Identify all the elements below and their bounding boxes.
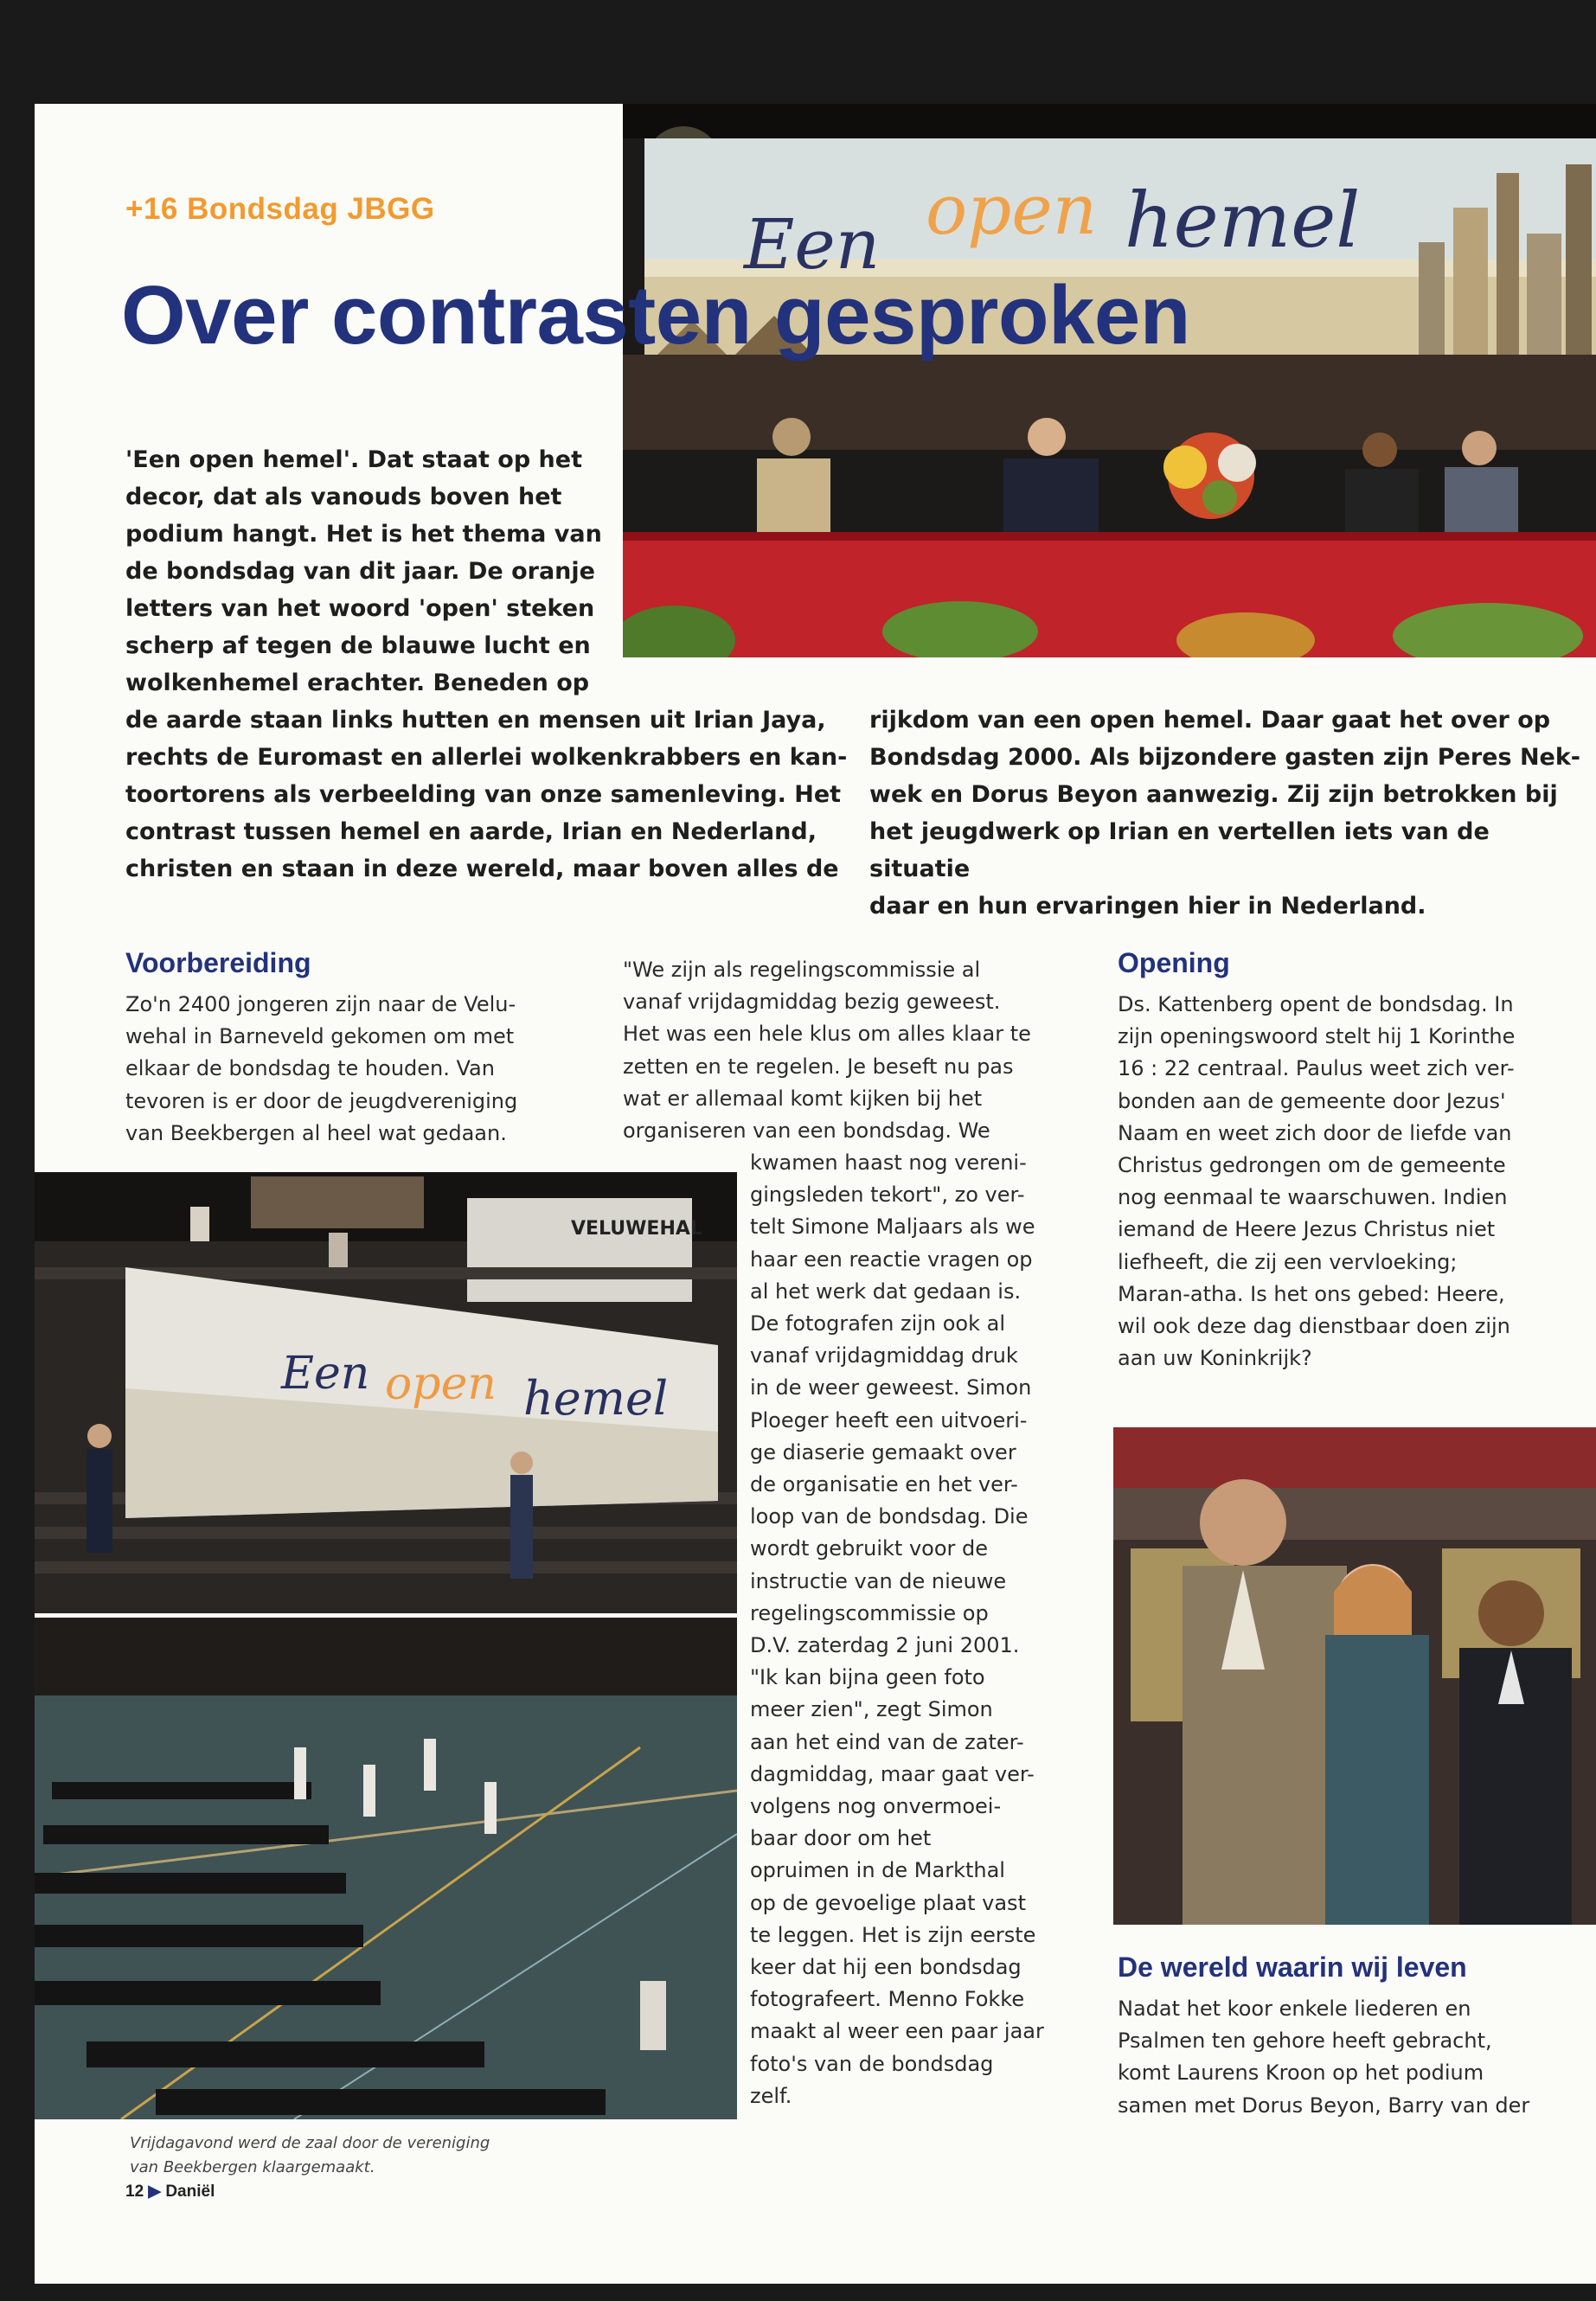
body-line: iemand de Heere Jezus Christus niet [1118,1217,1496,1242]
col3-text [1118,989,1589,1375]
body-line: meer zien", zegt Simon [750,1697,993,1722]
body-line: Nadat het koor enkele liederen en [1118,1997,1471,2021]
body-line: elkaar de bondsdag te houden. Van [125,1056,495,1081]
lead-line: wolkenhemel erachter. Beneden op [125,670,590,696]
body-line: zetten en te regelen. Je beseft nu pas [623,1054,1014,1079]
body-line: Naam en weet zich door de liefde van [1118,1120,1512,1145]
body-line: gingsleden tekort", zo ver- [750,1183,1025,1208]
section-kicker: +16 Bondsdag JBGG [125,192,435,226]
body-line: vanaf vrijdagmiddag druk [750,1343,1018,1368]
col1-text [125,989,610,1150]
banner-hanging-photo [35,1172,737,1613]
heading-opening: Opening [1118,947,1230,978]
speakers-photo [1113,1427,1596,1925]
hall-chairs-illustration [35,1618,737,2119]
lead-line: wek en Dorus Beyon aanwezig. Zij zijn betrokken bij [869,781,1558,808]
body-line: zelf. [750,2083,792,2108]
lead-line: decor, dat als vanouds boven het [125,484,562,510]
col3-text-2 [1118,1993,1589,2122]
body-line: foto's van de bondsdag [750,2051,994,2076]
body-line: in de weer geweest. Simon [750,1375,1032,1400]
body-line: aan uw Koninkrijk? [1118,1346,1312,1371]
lead-line: 'Een open hemel'. Dat staat op het [125,446,582,473]
heading-de-wereld: De wereld waarin wij leven [1118,1952,1467,1983]
body-line: Zo'n 2400 jongeren zijn naar de Velu- [125,992,516,1016]
body-line: keer dat hij een bondsdag [750,1955,1022,1980]
body-line: "Ik kan bijna geen foto [750,1665,985,1690]
body-line: instructie van de nieuwe [750,1568,1007,1593]
heading-voorbereiding: Voorbereiding [125,947,311,978]
body-line: op de gevoelige plaat vast [750,1890,1026,1915]
magazine-name: Daniël [165,2182,215,2201]
arrow-icon: ▶ [148,2182,162,2201]
banner-word-hemel: hemel [523,1371,669,1426]
article-title: Over contrasten gesproken [121,269,1190,362]
body-line: Christus gedrongen om de gemeente [1118,1153,1506,1178]
hall-sign: VELUWEHAL [571,1218,702,1240]
lead-line: letters van het woord 'open' steken [125,595,595,622]
caption-line: van Beekbergen klaargemaakt. [130,2158,375,2176]
body-line: loop van de bondsdag. Die [750,1504,1029,1529]
lead-line: de aarde staan links hutten en mensen uit Irian Jaya, [125,707,826,734]
col2-text-narrow [750,1147,1113,2112]
body-line: opruimen in de Markthal [750,1858,1005,1883]
lead-line: podium hangt. Het is het thema van [125,521,602,548]
lead-line: toortorens als verbeelding van onze samenleving. Het [125,781,842,808]
body-line: samen met Dorus Beyon, Barry van der [1118,2093,1530,2118]
body-line: zijn openingswoord stelt hij 1 Korinthe [1118,1024,1516,1049]
lead-line: rechts de Euromast en allerlei wolkenkrabbers en kan- [125,744,848,771]
speakers-illustration [1113,1427,1596,1925]
podium-photo [623,104,1596,657]
body-line: vanaf vrijdagmiddag bezig geweest. [623,990,1001,1015]
body-line: bonden aan de gemeente door Jezus' [1118,1088,1506,1113]
body-line: te leggen. Het is zijn eerste [750,1922,1036,1947]
magazine-page [35,104,1596,2284]
body-line: kwamen haast nog vereni- [750,1150,1027,1175]
body-line: al het werk dat gedaan is. [750,1279,1022,1304]
banner-word-een: Een [281,1348,370,1400]
lead-line: Bondsdag 2000. Als bijzondere gasten zijn Peres Nek- [869,744,1581,771]
lead-line: rijkdom van een open hemel. Daar gaat het over op [869,707,1551,734]
body-line: dagmiddag, maar gaat ver- [750,1761,1035,1786]
body-line: maakt al weer een paar jaar [750,2019,1044,2044]
lead-line: de bondsdag van dit jaar. De oranje [125,558,595,585]
body-line: Psalmen ten gehore heeft gebracht, [1118,2029,1492,2054]
lead-line: christen en staan in deze wereld, maar boven alles de [125,856,839,882]
body-line: organiseren van een bondsdag. We [623,1118,990,1144]
lead-line: scherp af tegen de blauwe lucht en [125,632,591,659]
body-line: wehal in Barneveld gekomen om met [125,1024,515,1049]
body-line: haar een reactie vragen op [750,1247,1033,1272]
body-line: regelingscommissie op [750,1600,989,1625]
body-line: D.V. zaterdag 2 juni 2001. [750,1633,1020,1658]
lead-line: daar en hun ervaringen hier in Nederland. [869,893,1426,920]
body-line: fotografeert. Menno Fokke [750,1987,1025,2012]
hall-chairs-photo [35,1618,737,2119]
body-line: Ds. Kattenberg opent de bondsdag. In [1118,992,1514,1016]
caption-line: Vrijdagavond werd de zaal door de vereniging [130,2134,490,2152]
body-line: 16 : 22 centraal. Paulus weet zich ver- [1118,1056,1515,1081]
lead-continued-right [869,702,1587,925]
body-line: telt Simone Maljaars als we [750,1215,1035,1240]
body-line: "We zijn als regelingscommissie al [623,958,981,982]
body-line: De fotografen zijn ook al [750,1311,1006,1336]
lead-continued-left [125,702,869,888]
body-line: aan het eind van de zater- [750,1729,1024,1754]
body-line: liefheeft, die zij een vervloeking; [1118,1249,1458,1274]
body-line: de organisatie en het ver- [750,1472,1018,1497]
banner-word-een: Een [744,204,881,285]
lead-intro [125,441,610,702]
body-line: komt Laurens Kroon op het podium [1118,2061,1484,2086]
body-line: ge diaserie gemaakt over [750,1439,1016,1465]
body-line: tevoren is er door de jeugdvereniging [125,1088,518,1113]
body-line: volgens nog onvermoei- [750,1794,1002,1819]
body-line: wat er allemaal komt kijken bij het [623,1086,983,1111]
body-line: wordt gebruikt voor de [750,1536,989,1561]
body-line: Het was een hele klus om alles klaar te [623,1022,1031,1047]
body-line: baar door om het [750,1826,932,1851]
body-line: nog eenmaal te waarschuwen. Indien [1118,1185,1508,1210]
lead-line: het jeugdwerk op Irian en vertellen iets van de situatie [869,818,1490,882]
body-line: van Beekbergen al heel wat gedaan. [125,1120,507,1145]
col2-text-wide [623,954,1107,1147]
banner-hanging-illustration [35,1172,737,1613]
body-line: Ploeger heeft een uitvoeri- [750,1407,1028,1433]
banner-word-hemel: hemel [1125,176,1361,265]
body-line: Maran-atha. Is het ons gebed: Heere, [1118,1281,1505,1306]
page-folio [125,2182,215,2202]
banner-word-open: open [926,170,1098,250]
page-number: 12 [125,2182,144,2201]
banner-word-open: open [385,1358,497,1410]
photo-caption [130,2131,649,2180]
body-line: wil ook deze dag dienstbaar doen zijn [1118,1314,1510,1339]
lead-line: contrast tussen hemel en aarde, Irian en Nederland, [125,818,817,845]
podium-photo-illustration [623,104,1596,657]
